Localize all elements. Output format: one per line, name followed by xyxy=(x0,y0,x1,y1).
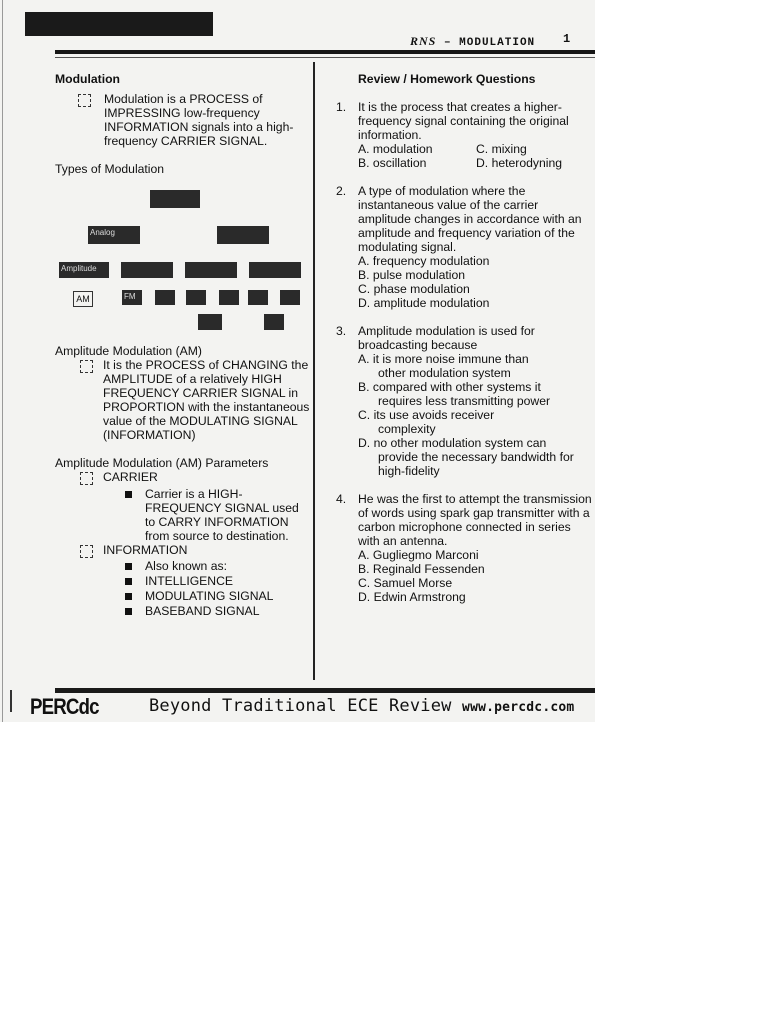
option-d: D. amplitude modulation xyxy=(358,296,490,310)
footer-url: www.percdc.com xyxy=(462,700,575,715)
hollow-bullet-icon xyxy=(78,94,91,107)
option-b: B. oscillation xyxy=(358,156,427,170)
header-redaction-bar xyxy=(25,12,213,36)
option-d: D. no other modulation system can xyxy=(358,436,547,450)
option-c: C. its use avoids receiver xyxy=(358,408,495,422)
diagram-pcm-box xyxy=(280,290,300,305)
question-2 xyxy=(336,184,594,310)
hollow-bullet-icon xyxy=(80,545,93,558)
question-4 xyxy=(336,492,594,604)
percdc-logo: PERCdc xyxy=(30,694,99,719)
diagram-pm-box xyxy=(155,290,175,305)
section-title-modulation: Modulation xyxy=(55,72,120,86)
modulation-types-diagram xyxy=(55,182,310,358)
option-a: A. modulation xyxy=(358,142,433,156)
square-bullet-icon xyxy=(125,491,132,498)
question-number: 4. xyxy=(336,492,347,506)
hollow-bullet-icon xyxy=(80,472,93,485)
page-number: 1 xyxy=(563,32,571,46)
carrier-item: CARRIER xyxy=(80,470,310,485)
carrier-description: Carrier is a HIGH-FREQUENCY SIGNAL used to CARRY INFORMATION from source to destination. xyxy=(125,487,310,543)
question-number: 2. xyxy=(336,184,347,198)
diagram-ppm-box xyxy=(248,290,268,305)
diagram-amplitude-box: Amplitude xyxy=(59,262,109,278)
diagram-pwm-box xyxy=(219,290,239,305)
diagram-pam-box xyxy=(186,290,206,305)
header-rule-thin xyxy=(55,57,595,58)
square-bullet-icon xyxy=(125,608,132,615)
diagram-digital-box xyxy=(217,226,269,244)
diagram-ask-box xyxy=(198,314,222,330)
hollow-bullet-icon xyxy=(80,360,93,373)
info-list-item: INTELLIGENCE xyxy=(125,574,310,588)
running-head-prefix: RNS xyxy=(410,34,437,48)
option-a: A. it is more noise immune than xyxy=(358,352,529,366)
square-bullet-icon xyxy=(125,563,132,570)
option-c: C. mixing xyxy=(476,142,527,156)
footer-margin-mark xyxy=(10,690,12,712)
option-c-continued: complexity xyxy=(378,422,436,436)
question-text: It is the process that creates a higher-frequency signal containing the original information. xyxy=(358,100,569,142)
diagram-root-box xyxy=(150,190,200,208)
option-b: B. compared with other systems it xyxy=(358,380,541,394)
info-list-item: Also known as: xyxy=(125,559,310,573)
diagram-analog-box: Analog xyxy=(88,226,140,244)
question-number: 3. xyxy=(336,324,347,338)
modulation-definition: Modulation is a PROCESS of IMPRESSING low-frequency INFORMATION signals into a high-frequency CARRIER SIGNAL. xyxy=(78,92,310,148)
types-of-modulation-title: Types of Modulation xyxy=(55,162,165,176)
information-item: INFORMATION xyxy=(80,543,310,558)
am-parameters-title: Amplitude Modulation (AM) Parameters xyxy=(55,456,269,470)
footer-rule xyxy=(55,688,595,693)
option-b-continued: requires less transmitting power xyxy=(378,394,551,408)
question-3 xyxy=(336,324,594,478)
header-rule xyxy=(55,50,595,54)
option-c: C. Samuel Morse xyxy=(358,576,453,590)
square-bullet-icon xyxy=(125,578,132,585)
option-a: A. frequency modulation xyxy=(358,254,490,268)
option-a: A. Gugliegmo Marconi xyxy=(358,548,479,562)
option-b: B. Reginald Fessenden xyxy=(358,562,485,576)
question-1 xyxy=(336,100,594,170)
diagram-pulse-box xyxy=(185,262,237,278)
running-head-title: – MODULATION xyxy=(436,37,536,49)
diagram-angle-box xyxy=(121,262,173,278)
question-text: A type of modulation where the instantaneous value of the carrier amplitude changes in accordance with an amplitude and frequency variation of the modulating signal. xyxy=(358,184,582,254)
diagram-fsk-box xyxy=(264,314,284,330)
am-title: Amplitude Modulation (AM) xyxy=(55,344,202,358)
option-d-continued: provide the necessary bandwidth for high-fidelity xyxy=(378,450,574,478)
left-page-edge xyxy=(2,0,3,722)
right-column xyxy=(336,72,594,618)
question-text: He was the first to attempt the transmission of words using spark gap transmitter with a carbon microphone connected in series with an antenna. xyxy=(358,492,592,548)
option-a-continued: other modulation system xyxy=(378,366,511,380)
square-bullet-icon xyxy=(125,593,132,600)
column-divider xyxy=(313,62,315,680)
am-definition: It is the PROCESS of CHANGING the AMPLITUDE of a relatively HIGH FREQUENCY CARRIER SIGNAL in PROPORTION with the instantaneous value of the MODULATING SIGNAL (INFORMATION) xyxy=(80,358,310,442)
left-column xyxy=(55,72,310,618)
footer-tagline: Beyond Traditional ECE Review www.percdc.com xyxy=(149,696,575,716)
question-number: 1. xyxy=(336,100,347,114)
diagram-am-box: AM xyxy=(73,291,93,307)
option-d: D. Edwin Armstrong xyxy=(358,590,466,604)
option-b: B. pulse modulation xyxy=(358,268,466,282)
option-c: C. phase modulation xyxy=(358,282,470,296)
question-text: Amplitude modulation is used for broadcasting because xyxy=(358,324,535,352)
review-questions-title: Review / Homework Questions xyxy=(358,72,536,86)
diagram-digital-type-box xyxy=(249,262,301,278)
option-d: D. heterodyning xyxy=(476,156,563,170)
diagram-fm-box: FM xyxy=(122,290,142,305)
running-head xyxy=(410,34,535,49)
info-list-item: MODULATING SIGNAL xyxy=(125,589,310,603)
info-list-item: BASEBAND SIGNAL xyxy=(125,604,310,618)
